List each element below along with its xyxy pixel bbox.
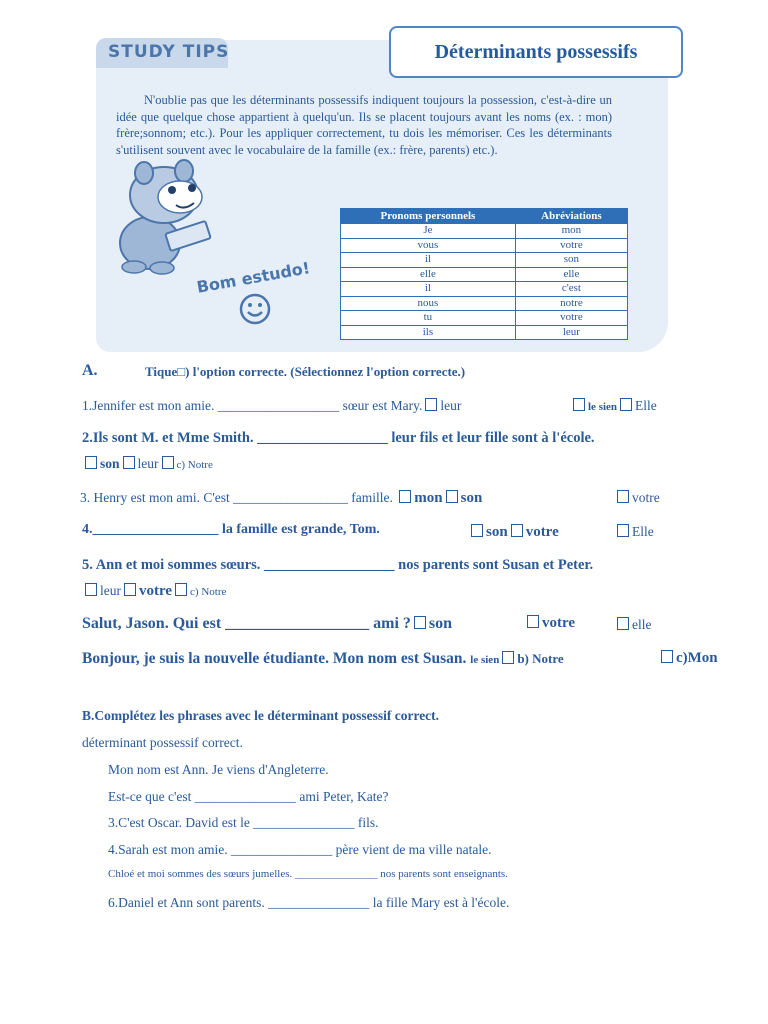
table-row (341, 282, 628, 297)
checkbox[interactable] (617, 490, 629, 503)
checkbox[interactable] (85, 583, 97, 596)
checkbox[interactable] (527, 615, 539, 628)
table-row (341, 325, 628, 340)
table-cell: mon (515, 224, 627, 239)
question-1-options (570, 398, 657, 414)
hamster-illustration (112, 155, 217, 275)
exercise-item: 3.C'est Oscar. David est le _______________ fils. (108, 815, 379, 830)
table-cell: son (515, 253, 627, 268)
option-label: mon (414, 490, 443, 506)
table-cell: elle (341, 267, 516, 282)
question-6-option-2 (524, 615, 575, 632)
exercise-item: Mon nom est Ann. Je viens d'Angleterre. (108, 762, 329, 777)
section-a-letter: A. (82, 362, 98, 379)
option-label: b) Notre (517, 651, 564, 666)
question-2-options (82, 456, 213, 472)
option-label: c)Mon (676, 650, 718, 666)
checkbox[interactable] (85, 456, 97, 469)
checkbox[interactable] (123, 456, 135, 469)
question-6 (82, 615, 452, 633)
question-7-option-3 (658, 650, 718, 667)
table-row (341, 253, 628, 268)
checkbox[interactable] (617, 524, 629, 537)
table-cell: il (341, 282, 516, 297)
table-cell: il (341, 253, 516, 268)
table-row (341, 224, 628, 239)
option-label: leur (137, 456, 159, 471)
option-label: son (100, 456, 120, 471)
question-6-option-3 (614, 617, 652, 633)
table-header: Abréviations (515, 209, 627, 224)
option-label: Elle (635, 398, 657, 413)
question-text: Salut, Jason. Qui est __________________ ami ? (82, 615, 411, 632)
smiley-icon (238, 292, 272, 326)
table-cell: c'est (515, 282, 627, 297)
option-label: le sien (470, 654, 500, 666)
question-5: 5. Ann et moi sommes sœurs. __________________ nos parents sont Susan et Peter. (82, 557, 594, 573)
checkbox[interactable] (620, 398, 632, 411)
option-label: votre (542, 615, 576, 631)
option-label: c) Notre (176, 459, 213, 471)
option-label: leur (100, 583, 121, 598)
question-7 (82, 650, 564, 668)
table-header: Pronoms personnels (341, 209, 516, 224)
checkbox[interactable] (471, 524, 483, 537)
table-cell: ils (341, 325, 516, 340)
table-cell: votre (515, 238, 627, 253)
exercise-item: 6.Daniel et Ann sont parents. _______________ la fille Mary est à l'école. (108, 895, 510, 910)
checkbox[interactable] (414, 616, 426, 629)
question-4-options (468, 524, 559, 541)
checkbox[interactable] (124, 583, 136, 596)
bom-estudo-text: Bom estudo! (195, 258, 312, 297)
checkbox[interactable] (446, 490, 458, 503)
table-row (341, 311, 628, 326)
question-2: 2.Ils sont M. et Mme Smith. __________________ leur fils et leur fille sont à l'école. (82, 430, 595, 446)
question-1 (82, 398, 461, 414)
section-b-subtitle: déterminant possessif correct. (82, 735, 243, 750)
table-cell: votre (515, 311, 627, 326)
exercise-item: Chloé et moi sommes des sœurs jumelles. _______________ nos parents sont enseignants. (108, 868, 508, 880)
table-cell: Je (341, 224, 516, 239)
table-cell: elle (515, 267, 627, 282)
option-label: son (486, 524, 508, 540)
option-label: leur (440, 398, 462, 413)
question-4-option-3 (614, 524, 654, 540)
table-cell: nous (341, 296, 516, 311)
question-text: 1.Jennifer est mon amie. __________________ sœur est Mary. (82, 398, 423, 413)
option-label: c) Notre (190, 586, 227, 598)
study-tips-label: STUDY TIPS (108, 42, 230, 62)
checkbox[interactable] (162, 456, 174, 469)
question-4: 4.__________________ la famille est grande, Tom. (82, 522, 380, 537)
table-cell: tu (341, 311, 516, 326)
option-label: Elle (632, 524, 654, 539)
option-label: le sien (588, 401, 618, 413)
table-row (341, 238, 628, 253)
checkbox[interactable] (425, 398, 437, 411)
checkbox[interactable] (399, 490, 411, 503)
table-row (341, 296, 628, 311)
question-3 (80, 490, 482, 507)
exercise-item: 4.Sarah est mon amie. _______________ père vient de ma ville natale. (108, 842, 492, 857)
question-text: 3. Henry est mon ami. C'est _________________ famille. (80, 490, 393, 505)
checkbox[interactable] (175, 583, 187, 596)
exercise-item: Est-ce que c'est _______________ ami Peter, Kate? (108, 789, 389, 804)
question-3-option-3 (614, 490, 660, 506)
option-label: votre (632, 490, 660, 505)
option-label: elle (632, 617, 652, 632)
study-tips-paragraph: N'oublie pas que les déterminants possessifs indiquent toujours la possession, c'est-à-dire un idée que quelque chose appartient à quelqu'un. Ils se placent toujours avant les noms (ex. : mon) frère;sonnom; etc.). Pour les appliquer correctement, tu dois les mémoriser. Ces les déterminants s'utilisent souvent avec le vocabulaire de la famille (ex.: frère, parents) etc.). (116, 93, 612, 157)
option-label: son (460, 490, 483, 506)
checkbox[interactable] (617, 617, 629, 630)
option-label: son (428, 615, 453, 632)
table-cell: leur (515, 325, 627, 340)
section-b-title: B.Complétez les phrases avec le déterminant possessif correct. (82, 708, 440, 723)
question-text: Bonjour, je suis la nouvelle étudiante. Mon nom est Susan. (82, 650, 467, 667)
checkbox[interactable] (661, 650, 673, 663)
table-header-row (341, 209, 628, 224)
table-row (341, 267, 628, 282)
question-5-options (82, 583, 226, 600)
table-cell: notre (515, 296, 627, 311)
page-title: Déterminants possessifs (389, 26, 683, 78)
option-label: votre (525, 524, 559, 540)
checkbox[interactable] (573, 398, 585, 411)
checkbox[interactable] (502, 651, 514, 664)
checkbox[interactable] (511, 524, 523, 537)
pronoun-table (340, 208, 628, 340)
option-label: votre (139, 583, 173, 599)
table-cell: vous (341, 238, 516, 253)
section-a-instruction: Tique□) l'option correcte. (Sélectionnez l'option correcte.) (145, 364, 466, 379)
